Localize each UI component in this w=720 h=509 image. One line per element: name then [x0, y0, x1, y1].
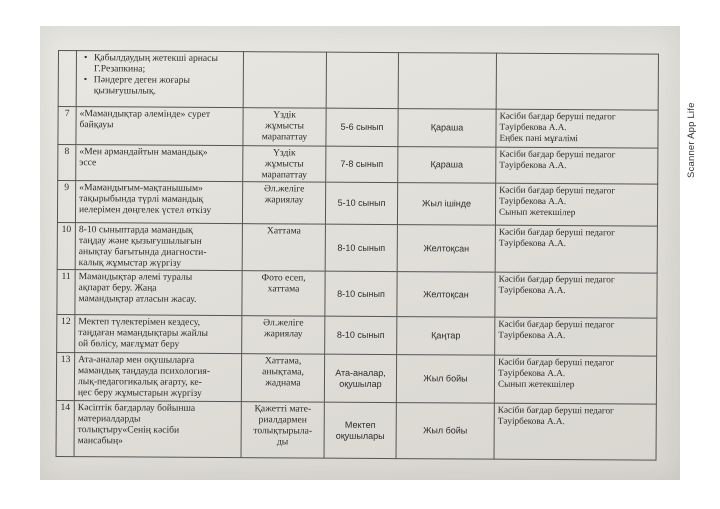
responsible-line: Тәуірбекова А.А. [498, 367, 566, 379]
responsible-cell [494, 403, 656, 460]
event-line: ой бөлісу, мағлұмат беру [78, 338, 180, 350]
form-line: ды [276, 436, 289, 448]
event-plan-table [56, 50, 659, 461]
event-line: таңдау және қызығушылығын [78, 235, 202, 247]
form-line: жаднама [265, 377, 301, 389]
form-cell [241, 354, 324, 403]
responsible-line: Кәсіби бағдар беруші педагог [498, 226, 615, 238]
responsible-line: Тәуірбекова А.А. [499, 195, 567, 207]
form-line: толықтырыла- [253, 425, 313, 437]
event-line: ңес беру жұмыстарын жүргізу [77, 387, 202, 399]
form-line: марапаттау [261, 131, 308, 143]
event-cell [76, 51, 243, 108]
form-line: хаттама [267, 283, 300, 295]
time-cell: Жыл бойы [396, 355, 494, 404]
event-line: Мектеп түлектерімен кездесу, [78, 316, 201, 328]
responsible-line: Кәсіби бағдар беруші педагог [499, 184, 616, 196]
grade-cell: 8-10 сынып [325, 271, 397, 316]
form-line: жариялау [263, 328, 303, 340]
responsible-cell [495, 225, 657, 273]
responsible-line: Кәсіби бағдар беруші педагог [498, 318, 615, 330]
time-cell: Қараша [398, 109, 496, 148]
responsible-cell [496, 147, 658, 184]
event-line: Ата-аналар мен оқушыларға [78, 354, 195, 366]
responsible-cell [495, 272, 657, 318]
event-cell [75, 223, 242, 271]
form-line: Әл.желіге [263, 183, 305, 195]
event-line: эссе [79, 157, 97, 169]
table-row [56, 352, 656, 404]
form-line: Үздік [273, 109, 297, 121]
event-cell [75, 270, 242, 316]
table-row [58, 51, 658, 111]
row-number-cell: 8 [58, 145, 76, 181]
event-line: иелерімен дөңгелек үстел өткізу [78, 204, 212, 216]
responsible-line: Тәуірбекова А.А. [498, 329, 566, 341]
event-line: байқауы [79, 119, 114, 131]
responsible-line: Кәсіби бағдар беруші педагог [497, 404, 614, 416]
event-line: мансабың» [77, 435, 123, 447]
responsible-line: Кәсіби бағдар беруші педагог [498, 273, 615, 285]
responsible-cell [496, 109, 658, 148]
event-line: мамандық таңдауда психология- [78, 365, 211, 377]
event-line: 8-10 сыныптарда мамандық [78, 224, 193, 236]
form-line: риалдармен [258, 414, 307, 426]
event-line: Мамандықтар әлемі туралы [78, 271, 193, 283]
event-line: материалдарды [77, 413, 141, 425]
table-body [56, 51, 658, 461]
bullet-item: • Пәндерге деген жоғары қызығушылық. [80, 74, 240, 97]
responsible-line: Тәуірбекова А.А. [498, 237, 566, 249]
event-line: Кәсіптік бағдарлау бойынша [77, 402, 196, 414]
responsible-cell [496, 53, 658, 110]
responsible-cell [494, 355, 656, 404]
form-cell [241, 402, 324, 459]
time-cell: Қаңтар [397, 317, 495, 356]
grade-cell: Ата-аналар, оқушылар [324, 354, 396, 402]
row-number-cell: 7 [58, 107, 76, 145]
responsible-line: Тәуірбекова А.А. [499, 159, 567, 171]
table-row [58, 145, 658, 185]
form-cell [243, 146, 326, 183]
form-line: Үздік [272, 147, 296, 159]
table-row [57, 222, 657, 273]
responsible-line: Кәсіби бағдар беруші педагог [499, 110, 616, 122]
form-line: Әл.желіге [263, 317, 304, 329]
time-cell: Жыл ішінде [397, 183, 495, 226]
responsible-line: Кәсіби бағдар беруші педагог [499, 148, 616, 160]
responsible-line: Еңбек пәні мұғалімі [499, 132, 579, 144]
event-line: таңдаған мамандықтары жайлы [78, 327, 208, 339]
responsible-cell [495, 317, 657, 356]
grade-cell: Мектеп оқушылары [324, 402, 396, 458]
table-row [57, 314, 657, 356]
form-line: жариялау [264, 194, 304, 206]
event-line: тақырыбында түрлі мамандық [79, 193, 204, 205]
time-cell: Қараша [398, 147, 496, 184]
event-line: «Мамандығым-мақтанышым» [79, 182, 203, 194]
scanner-watermark: Scanner App Life [686, 102, 697, 178]
time-cell: Желтоқсан [397, 272, 495, 318]
bullet-item: • Қабылдаудың жетекші арнасы Г.Резапкина; [80, 52, 240, 75]
grade-cell: 5-10 сынып [325, 182, 397, 224]
table-row [56, 400, 656, 460]
form-line: Хаттама, [264, 355, 302, 367]
time-cell: Жыл бойы [396, 403, 494, 460]
responsible-cell [495, 183, 657, 226]
event-cell [75, 315, 242, 354]
time-cell [398, 53, 496, 110]
grade-cell: 7-8 сынып [326, 146, 398, 182]
event-cell [76, 107, 243, 146]
form-line: анықтама, [262, 366, 304, 378]
event-line: «Мамандықтар әлемінде» сурет [79, 108, 211, 120]
responsible-line: Тәуірбекова А.А. [499, 121, 567, 133]
event-line: анықтау бағытында диагности- [78, 246, 207, 258]
event-line: калық жұмыстар жүргізу [78, 257, 182, 269]
responsible-line: Сынып жетекшілер [498, 206, 576, 218]
form-line: Қажетті мате- [254, 403, 312, 415]
responsible-line: Сынып жетекшілер [497, 378, 575, 390]
grade-cell: 5-6 сынып [326, 108, 398, 146]
event-cell [76, 145, 243, 182]
row-number-cell: 9 [57, 181, 75, 223]
responsible-line: Кәсіби бағдар беруші педагог [498, 356, 615, 368]
table-row [57, 181, 657, 227]
row-number-cell: 10 [57, 222, 75, 269]
row-number-cell: 14 [56, 400, 74, 456]
form-line: Фото есеп, [261, 272, 306, 284]
event-cell [75, 181, 242, 224]
form-cell [242, 182, 325, 225]
event-cell [74, 353, 241, 402]
row-number-cell [58, 51, 76, 107]
grade-cell: 8-10 сынып [325, 224, 397, 271]
form-line: жұмысты [264, 158, 304, 170]
row-number-cell: 12 [57, 314, 75, 352]
responsible-line: Тәуірбекова А.А. [497, 415, 565, 427]
event-line: лық-педагогикалық ағарту, ке- [77, 376, 202, 388]
form-cell [243, 108, 326, 147]
grade-cell [326, 52, 398, 108]
time-cell: Желтоқсан [397, 225, 495, 273]
row-number-cell: 11 [57, 269, 75, 314]
form-line: жұмысты [265, 120, 304, 132]
form-cell [242, 224, 325, 272]
event-line: толықтыру«Сенің кәсіби [77, 424, 180, 436]
table-row [58, 107, 658, 149]
form-cell [243, 52, 326, 109]
form-cell [242, 271, 325, 317]
row-number-cell: 13 [56, 352, 74, 400]
event-cell [74, 401, 241, 458]
responsible-line: Тәуірбекова А.А. [498, 284, 566, 296]
form-line: марапаттау [261, 169, 307, 181]
event-line: «Мен армандайтын мамандық» [79, 146, 208, 158]
table-row [57, 269, 657, 318]
grade-cell: 8-10 сынып [325, 316, 397, 354]
event-line: мамандықтар атласын жасау. [78, 293, 197, 305]
form-line: Хаттама [266, 225, 301, 237]
event-line: ақпарат беру. Жаңа [78, 282, 157, 294]
form-cell [242, 316, 325, 355]
